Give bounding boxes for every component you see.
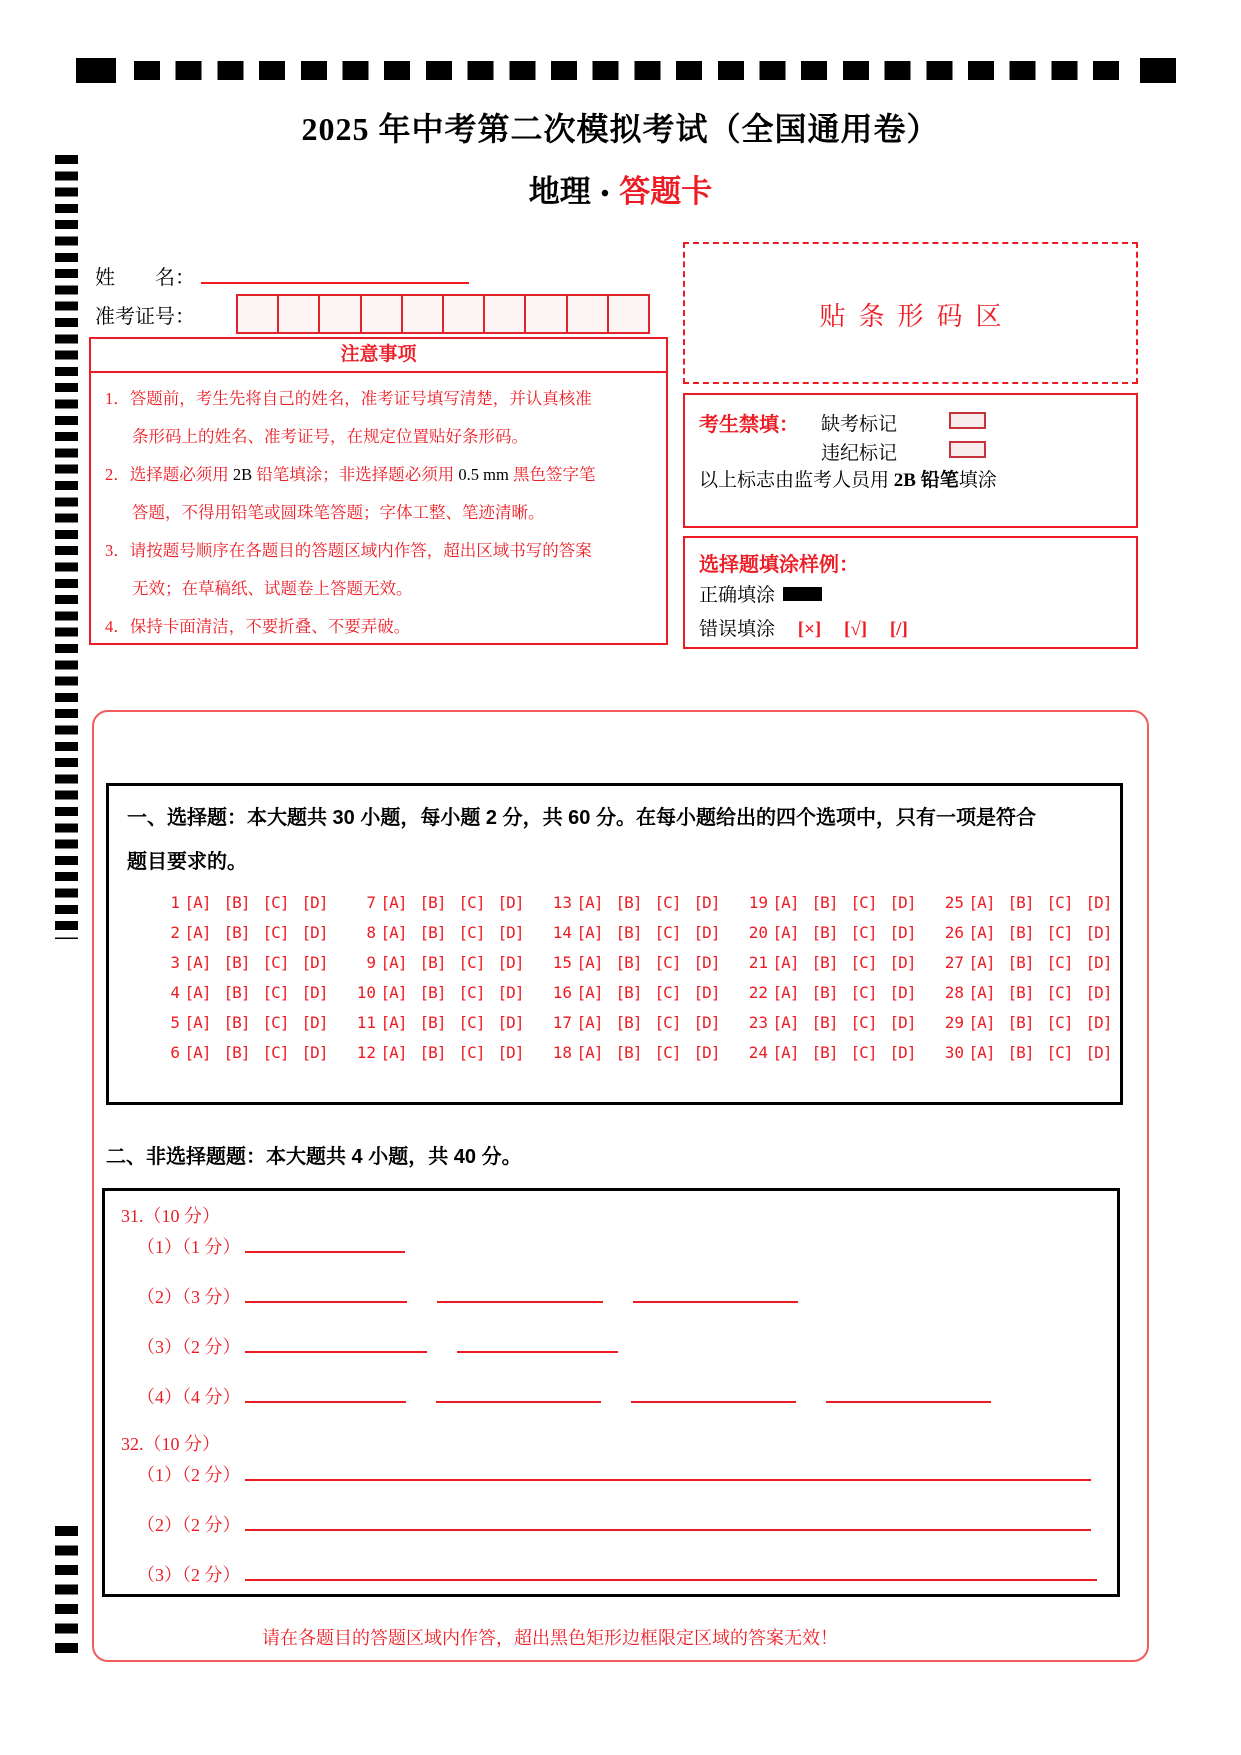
bubble-26-D[interactable]: [D] bbox=[1085, 923, 1112, 942]
bubble-17-B[interactable]: [B] bbox=[615, 1013, 642, 1032]
bubble-6-A[interactable]: [A] bbox=[184, 1043, 211, 1062]
bubble-4-B[interactable]: [B] bbox=[223, 983, 250, 1002]
mcq-question-1 bbox=[156, 893, 340, 912]
notice-line: 无效；在草稿纸、试题卷上答题无效。 bbox=[132, 579, 413, 598]
bubble-16-A[interactable]: [A] bbox=[576, 983, 603, 1002]
bubble-30-C[interactable]: [C] bbox=[1046, 1043, 1073, 1062]
question-31-part-2 bbox=[137, 1283, 1117, 1307]
notice-line: 1．答题前，考生先将自己的姓名，准考证号填写清楚，并认真核准 bbox=[105, 389, 592, 408]
bubble-28-A[interactable]: [A] bbox=[968, 983, 995, 1002]
bubble-5-B[interactable]: [B] bbox=[223, 1013, 250, 1032]
bubble-1-A[interactable]: [A] bbox=[184, 893, 211, 912]
bubble-23-A[interactable]: [A] bbox=[772, 1013, 799, 1032]
bubble-16-C[interactable]: [C] bbox=[654, 983, 681, 1002]
id-cell[interactable] bbox=[277, 296, 318, 332]
part-label: （3）（2 分） bbox=[137, 1337, 241, 1357]
bubble-22-D[interactable]: [D] bbox=[889, 983, 916, 1002]
question-31-part-3 bbox=[137, 1333, 1117, 1357]
id-cell[interactable] bbox=[442, 296, 483, 332]
id-cell[interactable] bbox=[483, 296, 524, 332]
question-number: 9 bbox=[366, 953, 376, 972]
footer-warning: 请在各题目的答题区域内作答，超出黑色矩形边框限定区域的答案无效！ bbox=[262, 1628, 838, 1648]
question-number: 6 bbox=[170, 1043, 180, 1062]
bubble-7-A[interactable]: [A] bbox=[380, 893, 407, 912]
mcq-question-28 bbox=[940, 983, 1124, 1002]
id-cell[interactable] bbox=[607, 296, 648, 332]
bubble-8-A[interactable]: [A] bbox=[380, 923, 407, 942]
bubble-23-C[interactable]: [C] bbox=[850, 1013, 877, 1032]
fill-sample-box bbox=[683, 536, 1138, 649]
mcq-question-26 bbox=[940, 923, 1124, 942]
bubble-20-B[interactable]: [B] bbox=[811, 923, 838, 942]
bubble-11-C[interactable]: [C] bbox=[458, 1013, 485, 1032]
bubble-6-D[interactable]: [D] bbox=[301, 1043, 328, 1062]
bubble-8-D[interactable]: [D] bbox=[497, 923, 524, 942]
answer-blank[interactable] bbox=[245, 1461, 1091, 1481]
question-31-part-1 bbox=[137, 1233, 1117, 1257]
bubble-9-D[interactable]: [D] bbox=[497, 953, 524, 972]
timing-mark-top-right bbox=[1140, 58, 1176, 83]
bubble-27-A[interactable]: [A] bbox=[968, 953, 995, 972]
bubble-28-D[interactable]: [D] bbox=[1085, 983, 1112, 1002]
mcq-question-19 bbox=[744, 893, 928, 912]
bubble-8-C[interactable]: [C] bbox=[458, 923, 485, 942]
bubble-17-D[interactable]: [D] bbox=[693, 1013, 720, 1032]
bubble-16-B[interactable]: [B] bbox=[615, 983, 642, 1002]
fill-sample-title: 选择题填涂样例： bbox=[699, 554, 859, 576]
absent-mark-rect[interactable] bbox=[949, 412, 986, 429]
bubble-29-A[interactable]: [A] bbox=[968, 1013, 995, 1032]
bubble-21-D[interactable]: [D] bbox=[889, 953, 916, 972]
mcq-section-box bbox=[106, 783, 1123, 1105]
id-cell[interactable] bbox=[524, 296, 565, 332]
bubble-23-D[interactable]: [D] bbox=[889, 1013, 916, 1032]
notice-title: 注意事项 bbox=[91, 339, 666, 373]
bubble-9-C[interactable]: [C] bbox=[458, 953, 485, 972]
bubble-24-A[interactable]: [A] bbox=[772, 1043, 799, 1062]
bubble-26-C[interactable]: [C] bbox=[1046, 923, 1073, 942]
mcq-question-15 bbox=[548, 953, 732, 972]
mcq-question-30 bbox=[940, 1043, 1124, 1062]
bubble-29-B[interactable]: [B] bbox=[1007, 1013, 1034, 1032]
bubble-7-C[interactable]: [C] bbox=[458, 893, 485, 912]
question-number: 10 bbox=[356, 983, 376, 1002]
mcq-row bbox=[156, 1010, 1120, 1035]
mcq-row bbox=[156, 890, 1120, 915]
bubble-1-D[interactable]: [D] bbox=[301, 893, 328, 912]
bubble-18-D[interactable]: [D] bbox=[693, 1043, 720, 1062]
answer-blank[interactable] bbox=[245, 1283, 407, 1303]
bubble-7-B[interactable]: [B] bbox=[419, 893, 446, 912]
mcq-question-23 bbox=[744, 1013, 928, 1032]
bubble-3-D[interactable]: [D] bbox=[301, 953, 328, 972]
question-32-part-3 bbox=[137, 1561, 1117, 1585]
question-number: 19 bbox=[748, 893, 768, 912]
question-number: 13 bbox=[552, 893, 572, 912]
bubble-30-B[interactable]: [B] bbox=[1007, 1043, 1034, 1062]
answer-blank[interactable] bbox=[245, 1383, 406, 1403]
bubble-6-B[interactable]: [B] bbox=[223, 1043, 250, 1062]
timing-marks-top-row bbox=[134, 61, 1135, 80]
bubble-12-A[interactable]: [A] bbox=[380, 1043, 407, 1062]
page-title: 2025 年中考第二次模拟考试（全国通用卷） bbox=[301, 111, 940, 147]
bubble-20-A[interactable]: [A] bbox=[772, 923, 799, 942]
violation-mark-label: 违纪标记 bbox=[821, 443, 898, 464]
answer-blank[interactable] bbox=[436, 1383, 601, 1403]
part-label: （2）（2 分） bbox=[137, 1515, 241, 1535]
id-cell[interactable] bbox=[238, 296, 277, 332]
bubble-14-C[interactable]: [C] bbox=[654, 923, 681, 942]
bubble-10-A[interactable]: [A] bbox=[380, 983, 407, 1002]
bubble-10-B[interactable]: [B] bbox=[419, 983, 446, 1002]
mcq-question-10 bbox=[352, 983, 536, 1002]
bubble-22-C[interactable]: [C] bbox=[850, 983, 877, 1002]
question-number: 14 bbox=[552, 923, 572, 942]
bubble-20-C[interactable]: [C] bbox=[850, 923, 877, 942]
bubble-10-C[interactable]: [C] bbox=[458, 983, 485, 1002]
bubble-25-D[interactable]: [D] bbox=[1085, 893, 1112, 912]
bubble-25-B[interactable]: [B] bbox=[1007, 893, 1034, 912]
mcq-question-3 bbox=[156, 953, 340, 972]
bubble-3-C[interactable]: [C] bbox=[262, 953, 289, 972]
bubble-2-B[interactable]: [B] bbox=[223, 923, 250, 942]
wrong-mark-x: [×] bbox=[797, 619, 822, 640]
bubble-16-D[interactable]: [D] bbox=[693, 983, 720, 1002]
notice-box bbox=[89, 337, 668, 645]
bubble-21-C[interactable]: [C] bbox=[850, 953, 877, 972]
answer-blank[interactable] bbox=[437, 1283, 603, 1303]
bubble-15-A[interactable]: [A] bbox=[576, 953, 603, 972]
name-label: 姓 名： bbox=[95, 267, 195, 289]
mcq-question-22 bbox=[744, 983, 928, 1002]
bubble-25-A[interactable]: [A] bbox=[968, 893, 995, 912]
question-label-31: 31.（10 分） bbox=[121, 1206, 220, 1226]
question-number: 8 bbox=[366, 923, 376, 942]
part-label: （4）（4 分） bbox=[137, 1387, 241, 1407]
mcq-heading-line1: 一、选择题：本大题共 30 小题，每小题 2 分，共 60 分。在每小题给出的四个选项中，只有一项是符合 bbox=[127, 807, 1036, 829]
bubble-30-A[interactable]: [A] bbox=[968, 1043, 995, 1062]
name-row bbox=[95, 258, 469, 290]
page-subtitle bbox=[0, 166, 1241, 211]
bubble-21-A[interactable]: [A] bbox=[772, 953, 799, 972]
bubble-27-B[interactable]: [B] bbox=[1007, 953, 1034, 972]
question-number: 4 bbox=[170, 983, 180, 1002]
bubble-6-C[interactable]: [C] bbox=[262, 1043, 289, 1062]
mcq-question-27 bbox=[940, 953, 1124, 972]
name-input-line[interactable] bbox=[201, 258, 469, 284]
bubble-1-B[interactable]: [B] bbox=[223, 893, 250, 912]
bubble-24-C[interactable]: [C] bbox=[850, 1043, 877, 1062]
bubble-14-B[interactable]: [B] bbox=[615, 923, 642, 942]
bubble-18-B[interactable]: [B] bbox=[615, 1043, 642, 1062]
mcq-question-11 bbox=[352, 1013, 536, 1032]
bubble-14-D[interactable]: [D] bbox=[693, 923, 720, 942]
mcq-question-6 bbox=[156, 1043, 340, 1062]
mcq-row bbox=[156, 920, 1120, 945]
bubble-23-B[interactable]: [B] bbox=[811, 1013, 838, 1032]
barcode-area-label: 贴条形码区 bbox=[819, 302, 1015, 331]
mcq-question-13 bbox=[548, 893, 732, 912]
bubble-12-B[interactable]: [B] bbox=[419, 1043, 446, 1062]
answer-blank[interactable] bbox=[245, 1511, 1091, 1531]
question-number: 22 bbox=[748, 983, 768, 1002]
question-number: 27 bbox=[944, 953, 964, 972]
bubble-12-D[interactable]: [D] bbox=[497, 1043, 524, 1062]
wrong-fill-label: 错误填涂 bbox=[699, 619, 776, 640]
question-number: 23 bbox=[748, 1013, 768, 1032]
answer-blank[interactable] bbox=[245, 1333, 427, 1353]
examinee-forbidden-box bbox=[683, 393, 1138, 528]
bubble-26-B[interactable]: [B] bbox=[1007, 923, 1034, 942]
bubble-8-B[interactable]: [B] bbox=[419, 923, 446, 942]
bubble-4-A[interactable]: [A] bbox=[184, 983, 211, 1002]
bubble-27-C[interactable]: [C] bbox=[1046, 953, 1073, 972]
bubble-28-B[interactable]: [B] bbox=[1007, 983, 1034, 1002]
question-number: 30 bbox=[944, 1043, 964, 1062]
wrong-mark-check: [√] bbox=[844, 619, 868, 640]
bubble-2-A[interactable]: [A] bbox=[184, 923, 211, 942]
bubble-18-A[interactable]: [A] bbox=[576, 1043, 603, 1062]
id-cell[interactable] bbox=[566, 296, 607, 332]
bubble-18-C[interactable]: [C] bbox=[654, 1043, 681, 1062]
bubble-2-C[interactable]: [C] bbox=[262, 923, 289, 942]
bubble-17-C[interactable]: [C] bbox=[654, 1013, 681, 1032]
violation-mark-rect[interactable] bbox=[949, 441, 986, 458]
mcq-question-20 bbox=[744, 923, 928, 942]
question-number: 12 bbox=[356, 1043, 376, 1062]
mcq-grid bbox=[109, 890, 1120, 1065]
question-number: 2 bbox=[170, 923, 180, 942]
question-31-part-4 bbox=[137, 1383, 1117, 1407]
question-label-32: 32.（10 分） bbox=[121, 1434, 220, 1454]
mcq-question-29 bbox=[940, 1013, 1124, 1032]
bubble-29-D[interactable]: [D] bbox=[1085, 1013, 1112, 1032]
answer-blank[interactable] bbox=[457, 1333, 618, 1353]
bubble-21-B[interactable]: [B] bbox=[811, 953, 838, 972]
mcq-question-16 bbox=[548, 983, 732, 1002]
bubble-29-C[interactable]: [C] bbox=[1046, 1013, 1073, 1032]
mcq-question-18 bbox=[548, 1043, 732, 1062]
bubble-5-A[interactable]: [A] bbox=[184, 1013, 211, 1032]
mcq-question-9 bbox=[352, 953, 536, 972]
question-number: 5 bbox=[170, 1013, 180, 1032]
forbidden-title: 考生禁填： bbox=[699, 414, 799, 436]
question-number: 18 bbox=[552, 1043, 572, 1062]
bubble-15-D[interactable]: [D] bbox=[693, 953, 720, 972]
wrong-mark-slash: [/] bbox=[889, 619, 908, 640]
bubble-2-D[interactable]: [D] bbox=[301, 923, 328, 942]
bubble-14-A[interactable]: [A] bbox=[576, 923, 603, 942]
question-number: 21 bbox=[748, 953, 768, 972]
question-number: 15 bbox=[552, 953, 572, 972]
bubble-25-C[interactable]: [C] bbox=[1046, 893, 1073, 912]
mcq-row bbox=[156, 950, 1120, 975]
separator-dot: • bbox=[600, 181, 610, 208]
absent-mark-label: 缺考标记 bbox=[821, 414, 898, 435]
part-label: （3）（2 分） bbox=[137, 1565, 241, 1585]
bubble-13-A[interactable]: [A] bbox=[576, 893, 603, 912]
answer-blank[interactable] bbox=[631, 1383, 796, 1403]
question-number: 16 bbox=[552, 983, 572, 1002]
bubble-19-C[interactable]: [C] bbox=[850, 893, 877, 912]
mcq-question-2 bbox=[156, 923, 340, 942]
bubble-15-B[interactable]: [B] bbox=[615, 953, 642, 972]
id-cell[interactable] bbox=[401, 296, 442, 332]
mcq-question-7 bbox=[352, 893, 536, 912]
bubble-13-D[interactable]: [D] bbox=[693, 893, 720, 912]
bubble-9-A[interactable]: [A] bbox=[380, 953, 407, 972]
question-number: 29 bbox=[944, 1013, 964, 1032]
part-label: （1）（2 分） bbox=[137, 1465, 241, 1485]
bubble-1-C[interactable]: [C] bbox=[262, 893, 289, 912]
bubble-22-A[interactable]: [A] bbox=[772, 983, 799, 1002]
part-label: （1）（1 分） bbox=[137, 1237, 241, 1257]
mcq-question-12 bbox=[352, 1043, 536, 1062]
bubble-13-C[interactable]: [C] bbox=[654, 893, 681, 912]
mcq-question-25 bbox=[940, 893, 1124, 912]
bubble-13-B[interactable]: [B] bbox=[615, 893, 642, 912]
bubble-4-D[interactable]: [D] bbox=[301, 983, 328, 1002]
part-label: （2）（3 分） bbox=[137, 1287, 241, 1307]
bubble-5-D[interactable]: [D] bbox=[301, 1013, 328, 1032]
notice-line: 2．选择题必须用 2B 铅笔填涂；非选择题必须用 0.5 mm 黑色签字笔 bbox=[105, 465, 596, 484]
answer-blank[interactable] bbox=[633, 1283, 798, 1303]
card-name: 答题卡 bbox=[619, 174, 713, 209]
question-32-part-1 bbox=[137, 1461, 1117, 1485]
question-32-part-2 bbox=[137, 1511, 1117, 1535]
bubble-24-D[interactable]: [D] bbox=[889, 1043, 916, 1062]
question-number: 25 bbox=[944, 893, 964, 912]
bubble-3-A[interactable]: [A] bbox=[184, 953, 211, 972]
mcq-question-17 bbox=[548, 1013, 732, 1032]
correct-fill-row bbox=[699, 580, 822, 607]
bubble-7-D[interactable]: [D] bbox=[497, 893, 524, 912]
bubble-15-C[interactable]: [C] bbox=[654, 953, 681, 972]
subjective-area bbox=[102, 1188, 1120, 1597]
question-number: 11 bbox=[356, 1013, 376, 1032]
bubble-19-A[interactable]: [A] bbox=[772, 893, 799, 912]
notice-list bbox=[91, 373, 666, 646]
notice-line: 答题，不得用铅笔或圆珠笔答题；字体工整、笔迹清晰。 bbox=[132, 503, 545, 522]
bubble-22-B[interactable]: [B] bbox=[811, 983, 838, 1002]
forbidden-note: 以上标志由监考人员用 2B 铅笔填涂 bbox=[699, 470, 997, 491]
bubble-24-B[interactable]: [B] bbox=[811, 1043, 838, 1062]
admission-id-label: 准考证号： bbox=[95, 306, 195, 328]
bubble-27-D[interactable]: [D] bbox=[1085, 953, 1112, 972]
bubble-28-C[interactable]: [C] bbox=[1046, 983, 1073, 1002]
mcq-heading-line2: 题目要求的。 bbox=[127, 851, 247, 873]
question-number: 7 bbox=[366, 893, 376, 912]
id-cell[interactable] bbox=[318, 296, 359, 332]
bubble-5-C[interactable]: [C] bbox=[262, 1013, 289, 1032]
bubble-11-A[interactable]: [A] bbox=[380, 1013, 407, 1032]
admission-id-grid[interactable] bbox=[236, 294, 650, 334]
bubble-12-C[interactable]: [C] bbox=[458, 1043, 485, 1062]
bubble-4-C[interactable]: [C] bbox=[262, 983, 289, 1002]
notice-line: 4．保持卡面清洁，不要折叠、不要弄破。 bbox=[105, 617, 411, 636]
question-number: 28 bbox=[944, 983, 964, 1002]
question-number: 20 bbox=[748, 923, 768, 942]
bubble-26-A[interactable]: [A] bbox=[968, 923, 995, 942]
barcode-area bbox=[683, 242, 1138, 384]
timing-marks-left-column bbox=[55, 155, 78, 939]
mcq-question-21 bbox=[744, 953, 928, 972]
bubble-19-D[interactable]: [D] bbox=[889, 893, 916, 912]
mcq-row bbox=[156, 1040, 1120, 1065]
answer-blank[interactable] bbox=[245, 1561, 1097, 1581]
wrong-fill-row bbox=[699, 614, 908, 641]
timing-mark-top-left bbox=[76, 58, 116, 83]
bubble-19-B[interactable]: [B] bbox=[811, 893, 838, 912]
question-number: 24 bbox=[748, 1043, 768, 1062]
timing-marks-left-bottom bbox=[55, 1526, 78, 1659]
bubble-11-B[interactable]: [B] bbox=[419, 1013, 446, 1032]
correct-fill-label: 正确填涂 bbox=[699, 585, 776, 606]
id-cell[interactable] bbox=[360, 296, 401, 332]
bubble-3-B[interactable]: [B] bbox=[223, 953, 250, 972]
mcq-question-14 bbox=[548, 923, 732, 942]
mcq-question-8 bbox=[352, 923, 536, 942]
bubble-11-D[interactable]: [D] bbox=[497, 1013, 524, 1032]
question-number: 3 bbox=[170, 953, 180, 972]
answer-blank[interactable] bbox=[826, 1383, 991, 1403]
bubble-9-B[interactable]: [B] bbox=[419, 953, 446, 972]
correct-fill-swatch bbox=[783, 587, 822, 601]
mcq-question-24 bbox=[744, 1043, 928, 1062]
question-number: 1 bbox=[170, 893, 180, 912]
notice-line: 3．请按题号顺序在各题目的答题区域内作答，超出区域书写的答案 bbox=[105, 541, 592, 560]
question-number: 26 bbox=[944, 923, 964, 942]
answer-blank[interactable] bbox=[245, 1233, 405, 1253]
mcq-question-4 bbox=[156, 983, 340, 1002]
bubble-17-A[interactable]: [A] bbox=[576, 1013, 603, 1032]
subjective-section-heading: 二、非选择题题：本大题共 4 小题，共 40 分。 bbox=[106, 1146, 522, 1168]
question-number: 17 bbox=[552, 1013, 572, 1032]
mcq-row bbox=[156, 980, 1120, 1005]
bubble-20-D[interactable]: [D] bbox=[889, 923, 916, 942]
bubble-30-D[interactable]: [D] bbox=[1085, 1043, 1112, 1062]
bubble-10-D[interactable]: [D] bbox=[497, 983, 524, 1002]
notice-line: 条形码上的姓名、准考证号，在规定位置贴好条形码。 bbox=[132, 427, 528, 446]
mcq-section-heading bbox=[109, 786, 1120, 884]
mcq-question-5 bbox=[156, 1013, 340, 1032]
subject-name: 地理 bbox=[528, 174, 591, 209]
